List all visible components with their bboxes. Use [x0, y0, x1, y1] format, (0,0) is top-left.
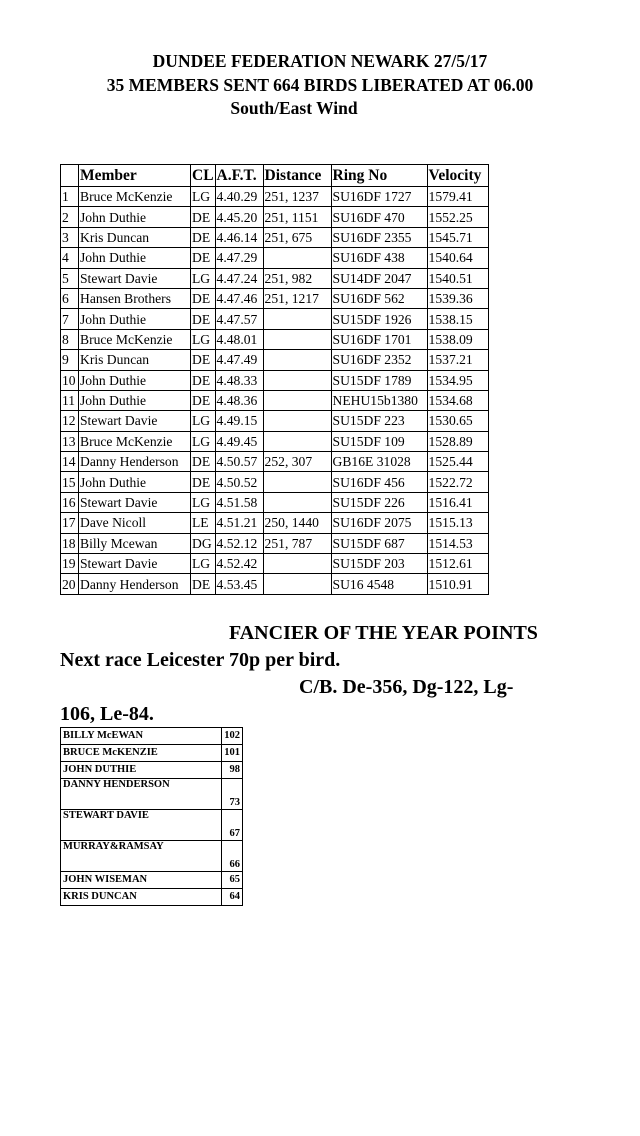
col-aft: A.F.T.: [215, 165, 263, 187]
row-aft: 4.45.20: [215, 207, 263, 227]
row-aft: 4.48.01: [215, 329, 263, 349]
col-velocity: Velocity: [427, 165, 488, 187]
row-ring-no: SU16DF 470: [331, 207, 427, 227]
row-position: 3: [61, 227, 79, 247]
row-distance: 251, 1151: [263, 207, 331, 227]
row-position: 1: [61, 187, 79, 207]
row-aft: 4.46.14: [215, 227, 263, 247]
row-position: 10: [61, 370, 79, 390]
results-table: [60, 164, 489, 595]
row-ring-no: SU14DF 2047: [331, 268, 427, 288]
table-row: [61, 452, 489, 472]
points-value: 67: [222, 810, 243, 841]
row-distance: [263, 472, 331, 492]
row-aft: 4.51.58: [215, 492, 263, 512]
row-velocity: 1545.71: [427, 227, 488, 247]
row-distance: [263, 248, 331, 268]
row-velocity: 1540.51: [427, 268, 488, 288]
col-ring-no: Ring No: [331, 165, 427, 187]
points-value: 65: [222, 872, 243, 889]
page-title: DUNDEE FEDERATION NEWARK 27/5/17: [152, 51, 488, 71]
row-class: DG: [191, 533, 216, 553]
row-ring-no: SU15DF 203: [331, 554, 427, 574]
table-row: [61, 227, 489, 247]
row-ring-no: SU16DF 1727: [331, 187, 427, 207]
points-row: [61, 841, 243, 872]
row-position: 17: [61, 513, 79, 533]
row-aft: 4.40.29: [215, 187, 263, 207]
row-position: 11: [61, 390, 79, 410]
row-velocity: 1528.89: [427, 431, 488, 451]
row-ring-no: SU15DF 109: [331, 431, 427, 451]
row-class: DE: [191, 288, 216, 308]
row-aft: 4.48.33: [215, 370, 263, 390]
table-row: [61, 513, 489, 533]
row-class: LG: [191, 411, 216, 431]
table-row: [61, 390, 489, 410]
row-position: 2: [61, 207, 79, 227]
row-class: DE: [191, 574, 216, 594]
row-distance: 250, 1440: [263, 513, 331, 533]
table-row: [61, 207, 489, 227]
race-summary: 35 MEMBERS SENT 664 BIRDS LIBERATED AT 06.00: [106, 75, 534, 95]
row-class: DE: [191, 309, 216, 329]
row-velocity: 1516.41: [427, 492, 488, 512]
row-position: 6: [61, 288, 79, 308]
row-position: 4: [61, 248, 79, 268]
row-distance: [263, 309, 331, 329]
row-ring-no: NEHU15b1380: [331, 390, 427, 410]
row-member: Bruce McKenzie: [79, 431, 191, 451]
row-position: 19: [61, 554, 79, 574]
points-value: 66: [222, 841, 243, 872]
points-fancier-name: BRUCE McKENZIE: [61, 745, 222, 762]
row-member: Stewart Davie: [79, 554, 191, 574]
row-aft: 4.53.45: [215, 574, 263, 594]
row-velocity: 1540.64: [427, 248, 488, 268]
table-row: [61, 329, 489, 349]
row-velocity: 1534.95: [427, 370, 488, 390]
row-member: John Duthie: [79, 472, 191, 492]
points-row: [61, 810, 243, 841]
row-distance: [263, 554, 331, 574]
row-velocity: 1525.44: [427, 452, 488, 472]
row-member: Bruce McKenzie: [79, 187, 191, 207]
row-distance: [263, 411, 331, 431]
row-member: Danny Henderson: [79, 574, 191, 594]
points-value: 98: [222, 762, 243, 779]
points-fancier-name: KRIS DUNCAN: [61, 889, 222, 906]
row-class: DE: [191, 207, 216, 227]
table-row: [61, 472, 489, 492]
row-member: John Duthie: [79, 390, 191, 410]
row-aft: 4.47.24: [215, 268, 263, 288]
points-value: 101: [222, 745, 243, 762]
row-aft: 4.47.46: [215, 288, 263, 308]
row-ring-no: SU15DF 1926: [331, 309, 427, 329]
col-position: [61, 165, 79, 187]
table-row: [61, 309, 489, 329]
row-aft: 4.51.21: [215, 513, 263, 533]
row-ring-no: SU15DF 1789: [331, 370, 427, 390]
points-row: [61, 728, 243, 745]
row-member: John Duthie: [79, 370, 191, 390]
row-member: Stewart Davie: [79, 492, 191, 512]
row-member: Kris Duncan: [79, 227, 191, 247]
row-velocity: 1538.09: [427, 329, 488, 349]
row-aft: 4.50.52: [215, 472, 263, 492]
row-aft: 4.47.57: [215, 309, 263, 329]
row-member: Kris Duncan: [79, 350, 191, 370]
row-ring-no: SU16 4548: [331, 574, 427, 594]
row-class: DE: [191, 452, 216, 472]
points-row: [61, 745, 243, 762]
row-aft: 4.52.12: [215, 533, 263, 553]
row-position: 8: [61, 329, 79, 349]
results-header-row: [61, 165, 489, 187]
row-ring-no: SU16DF 456: [331, 472, 427, 492]
table-row: [61, 370, 489, 390]
row-position: 13: [61, 431, 79, 451]
table-row: [61, 350, 489, 370]
row-distance: [263, 350, 331, 370]
row-ring-no: SU16DF 1701: [331, 329, 427, 349]
col-member: Member: [79, 165, 191, 187]
row-ring-no: SU15DF 223: [331, 411, 427, 431]
row-velocity: 1579.41: [427, 187, 488, 207]
cb-line-2: 106, Le-84.: [60, 703, 154, 725]
row-distance: 251, 675: [263, 227, 331, 247]
row-member: John Duthie: [79, 248, 191, 268]
row-member: John Duthie: [79, 309, 191, 329]
points-value: 64: [222, 889, 243, 906]
row-member: Danny Henderson: [79, 452, 191, 472]
row-member: Billy Mcewan: [79, 533, 191, 553]
row-position: 20: [61, 574, 79, 594]
row-ring-no: SU15DF 226: [331, 492, 427, 512]
table-row: [61, 248, 489, 268]
col-class: CL: [191, 165, 216, 187]
row-velocity: 1534.68: [427, 390, 488, 410]
row-class: DE: [191, 390, 216, 410]
row-member: Stewart Davie: [79, 411, 191, 431]
row-velocity: 1515.13: [427, 513, 488, 533]
row-aft: 4.47.29: [215, 248, 263, 268]
points-row: [61, 762, 243, 779]
wind-direction: South/East Wind: [230, 98, 358, 118]
row-ring-no: SU15DF 687: [331, 533, 427, 553]
row-ring-no: SU16DF 2075: [331, 513, 427, 533]
row-aft: 4.48.36: [215, 390, 263, 410]
row-distance: 251, 1217: [263, 288, 331, 308]
row-aft: 4.49.15: [215, 411, 263, 431]
row-member: Hansen Brothers: [79, 288, 191, 308]
table-row: [61, 431, 489, 451]
row-position: 16: [61, 492, 79, 512]
row-velocity: 1514.53: [427, 533, 488, 553]
row-position: 7: [61, 309, 79, 329]
row-velocity: 1530.65: [427, 411, 488, 431]
row-distance: [263, 492, 331, 512]
table-row: [61, 533, 489, 553]
table-row: [61, 268, 489, 288]
cb-line-1: C/B. De-356, Dg-122, Lg-: [299, 676, 514, 698]
row-class: LG: [191, 492, 216, 512]
row-position: 5: [61, 268, 79, 288]
points-table: [60, 727, 243, 906]
row-distance: [263, 370, 331, 390]
row-position: 14: [61, 452, 79, 472]
row-aft: 4.52.42: [215, 554, 263, 574]
table-row: [61, 554, 489, 574]
row-velocity: 1512.61: [427, 554, 488, 574]
row-distance: [263, 390, 331, 410]
row-aft: 4.47.49: [215, 350, 263, 370]
points-fancier-name: STEWART DAVIE: [61, 810, 222, 841]
points-fancier-name: DANNY HENDERSON: [61, 779, 222, 810]
row-class: LG: [191, 187, 216, 207]
row-velocity: 1539.36: [427, 288, 488, 308]
row-ring-no: SU16DF 438: [331, 248, 427, 268]
row-class: DE: [191, 370, 216, 390]
row-member: John Duthie: [79, 207, 191, 227]
row-ring-no: SU16DF 562: [331, 288, 427, 308]
row-member: Dave Nicoll: [79, 513, 191, 533]
row-velocity: 1510.91: [427, 574, 488, 594]
row-position: 12: [61, 411, 79, 431]
points-row: [61, 779, 243, 810]
row-class: LG: [191, 268, 216, 288]
points-fancier-name: MURRAY&RAMSAY: [61, 841, 222, 872]
row-ring-no: SU16DF 2355: [331, 227, 427, 247]
row-distance: [263, 431, 331, 451]
points-fancier-name: BILLY McEWAN: [61, 728, 222, 745]
row-distance: 252, 307: [263, 452, 331, 472]
points-value: 102: [222, 728, 243, 745]
row-class: DE: [191, 350, 216, 370]
col-distance: Distance: [263, 165, 331, 187]
row-class: LE: [191, 513, 216, 533]
row-distance: [263, 329, 331, 349]
row-distance: 251, 1237: [263, 187, 331, 207]
row-velocity: 1537.21: [427, 350, 488, 370]
row-velocity: 1552.25: [427, 207, 488, 227]
table-row: [61, 187, 489, 207]
row-position: 9: [61, 350, 79, 370]
points-row: [61, 889, 243, 906]
row-class: LG: [191, 431, 216, 451]
row-class: DE: [191, 248, 216, 268]
table-row: [61, 411, 489, 431]
row-class: LG: [191, 554, 216, 574]
row-distance: [263, 574, 331, 594]
row-member: Stewart Davie: [79, 268, 191, 288]
row-velocity: 1538.15: [427, 309, 488, 329]
row-class: LG: [191, 329, 216, 349]
points-value: 73: [222, 779, 243, 810]
row-distance: 251, 982: [263, 268, 331, 288]
row-ring-no: SU16DF 2352: [331, 350, 427, 370]
table-row: [61, 492, 489, 512]
fancier-heading: FANCIER OF THE YEAR POINTS: [229, 622, 538, 644]
table-row: [61, 574, 489, 594]
row-velocity: 1522.72: [427, 472, 488, 492]
table-row: [61, 288, 489, 308]
row-class: DE: [191, 472, 216, 492]
points-fancier-name: JOHN WISEMAN: [61, 872, 222, 889]
row-ring-no: GB16E 31028: [331, 452, 427, 472]
points-row: [61, 872, 243, 889]
row-aft: 4.50.57: [215, 452, 263, 472]
points-fancier-name: JOHN DUTHIE: [61, 762, 222, 779]
row-position: 18: [61, 533, 79, 553]
next-race-note: Next race Leicester 70p per bird.: [60, 649, 341, 671]
row-class: DE: [191, 227, 216, 247]
row-distance: 251, 787: [263, 533, 331, 553]
row-member: Bruce McKenzie: [79, 329, 191, 349]
row-position: 15: [61, 472, 79, 492]
row-aft: 4.49.45: [215, 431, 263, 451]
